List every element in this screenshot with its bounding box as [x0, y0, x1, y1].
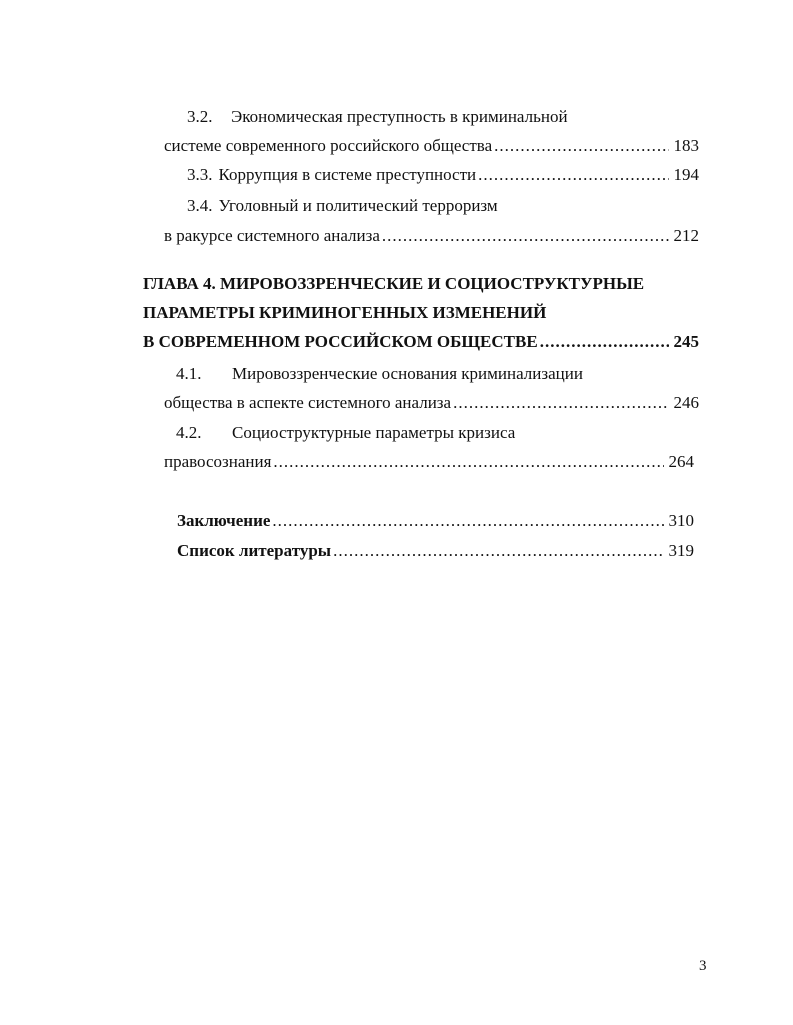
toc-entry-4-1-line2 [164, 392, 699, 414]
section-title-cont: в ракурсе системного анализа [164, 226, 380, 245]
page-ref: 310 [668, 511, 694, 530]
dot-leader [382, 225, 669, 247]
page-ref: 212 [673, 226, 699, 245]
toc-entry-4-2-line1 [176, 422, 515, 444]
section-title: Социоструктурные параметры кризиса [232, 423, 516, 442]
section-title-cont: общества в аспекте системного анализа [164, 393, 452, 412]
bibliography-title: Список литературы [177, 541, 332, 560]
chapter-4-heading-line1: ГЛАВА 4. МИРОВОЗЗРЕНЧЕСКИЕ И СОЦИОСТРУКТУРНЫЕ [143, 274, 645, 293]
section-number: 4.1. [176, 364, 202, 383]
toc-entry-bibliography [177, 540, 694, 562]
toc-entry-3-4-line2 [164, 225, 699, 247]
dot-leader [272, 510, 663, 532]
page-ref: 245 [673, 332, 699, 351]
dot-leader [494, 135, 668, 157]
chapter-4-heading-line3 [143, 331, 699, 353]
dot-leader [540, 331, 669, 353]
page-ref: 264 [668, 452, 694, 471]
page-ref: 319 [668, 541, 694, 560]
section-number: 3.2. [187, 107, 213, 126]
section-title: Мировоззренческие основания криминализации [232, 364, 583, 383]
section-title-cont: правосознания [164, 452, 272, 471]
toc-entry-3-2-line1 [187, 106, 568, 128]
toc-entry-3-4-line1 [187, 195, 498, 217]
section-number: 4.2. [176, 423, 202, 442]
toc-entry-3-3 [187, 164, 699, 186]
dot-leader [273, 451, 663, 473]
chapter-4-heading-line2: ПАРАМЕТРЫ КРИМИНОГЕННЫХ ИЗМЕНЕНИЙ [143, 303, 547, 322]
toc-entry-3-2-line2 [164, 135, 699, 157]
page-ref: 246 [673, 393, 699, 412]
section-number: 3.3. [187, 165, 213, 184]
page-ref: 183 [673, 136, 699, 155]
page-ref: 194 [673, 165, 699, 184]
page-number: 3 [699, 958, 707, 974]
toc-entry-4-1-line1 [176, 363, 583, 385]
dot-leader [453, 392, 668, 414]
dot-leader [478, 164, 668, 186]
toc-entry-conclusion [177, 510, 694, 532]
chapter-title-cont: В СОВРЕМЕННОМ РОССИЙСКОМ ОБЩЕСТВЕ [143, 332, 538, 351]
section-title: Экономическая преступность в криминальной [231, 107, 568, 126]
section-number: 3.4. [187, 196, 213, 215]
section-title: Коррупция в системе преступности [218, 165, 477, 184]
dot-leader [333, 540, 663, 562]
section-title: Уголовный и политический терроризм [218, 196, 498, 215]
conclusion-title: Заключение [177, 511, 271, 530]
toc-entry-4-2-line2 [164, 451, 694, 473]
section-title-cont: системе современного российского общества [164, 136, 493, 155]
